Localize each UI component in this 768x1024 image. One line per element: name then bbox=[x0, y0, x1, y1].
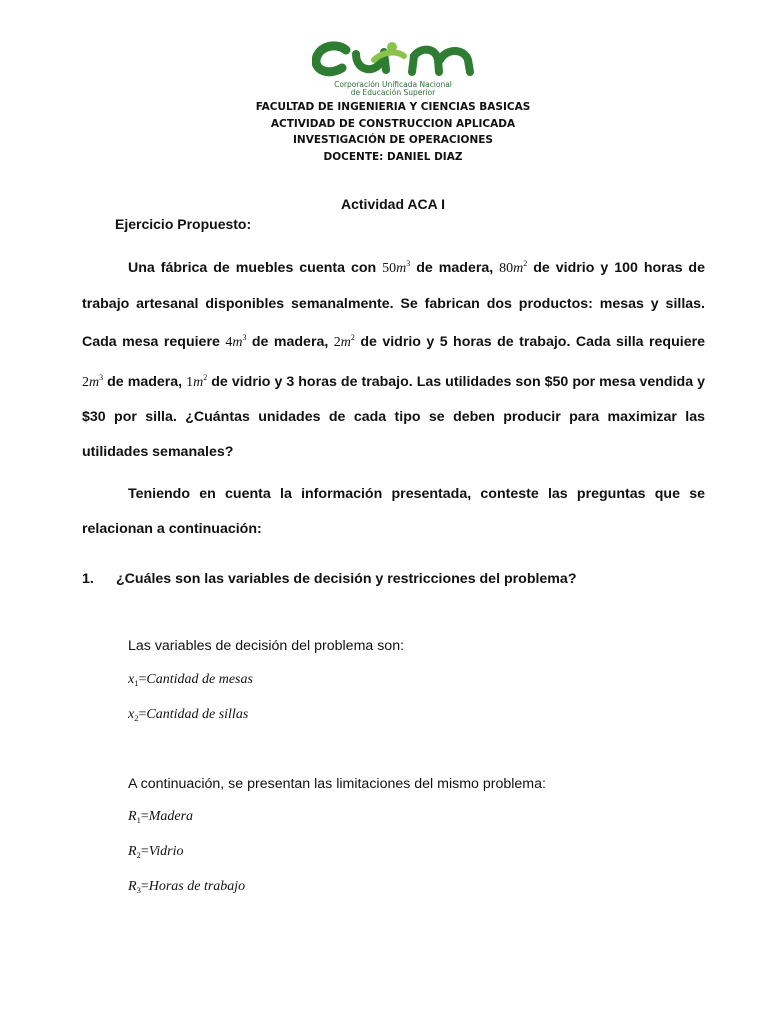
restrictions-intro: A continuación, se presentan las limitaciones del mismo problema: bbox=[128, 776, 546, 792]
eq-description: Cantidad de mesas bbox=[146, 672, 253, 687]
eq-symbol: R bbox=[128, 879, 137, 894]
teacher-line: DOCENTE: DANIEL DIAZ bbox=[323, 150, 463, 163]
problem-text-3: de vidrio y 100 horas de trabajo artesanal disponibles semanalmente. Se fabrican dos productos: mesas y sillas. Cada mesa requiere bbox=[82, 260, 705, 350]
activity-line: ACTIVIDAD DE CONSTRUCCION APLICADA bbox=[270, 117, 516, 130]
eq-operator: = bbox=[140, 879, 149, 894]
eq-operator: = bbox=[138, 707, 147, 722]
faculty-line: FACULTAD DE INGENIERIA Y CIENCIAS BASICAS bbox=[255, 101, 531, 113]
variable-x1 bbox=[128, 672, 253, 688]
math-unit-2 bbox=[513, 261, 527, 276]
unit-symbol: m bbox=[193, 374, 204, 390]
math-qty-5: 2 bbox=[82, 374, 89, 390]
logo-caption bbox=[312, 81, 474, 97]
math-unit-6 bbox=[193, 372, 208, 390]
eq-symbol: x bbox=[128, 672, 135, 687]
eq-operator: = bbox=[140, 809, 149, 824]
eq-subscript: 1 bbox=[134, 678, 139, 688]
problem-text-7: de vidrio y 3 horas de trabajo. Las utilidades son $50 por mesa vendida y $30 por silla. ¿Cuántas unidades de cada tipo se deben producir para maximizar las utilidades semanales? bbox=[82, 373, 705, 460]
unit-symbol: m bbox=[89, 374, 100, 390]
eq-subscript: 3 bbox=[136, 885, 141, 895]
question-number: 1. bbox=[82, 571, 94, 587]
problem-text-2: de madera, bbox=[410, 260, 500, 276]
unit-exponent: 3 bbox=[99, 372, 104, 382]
instructions-text: Teniendo en cuenta la información presentada, conteste las preguntas que se relacionan a continuación: bbox=[82, 486, 705, 537]
math-qty-1: 50 bbox=[382, 261, 397, 276]
logo-line-1: Corporación Unificada Nacional bbox=[334, 80, 452, 89]
unit-exponent: 3 bbox=[406, 259, 411, 268]
problem-text-5: de vidrio y 5 horas de trabajo. Cada silla requiere bbox=[354, 334, 705, 350]
eq-description: Vidrio bbox=[148, 844, 184, 859]
math-unit-4 bbox=[341, 335, 355, 350]
restriction-r3 bbox=[128, 879, 245, 895]
eq-description: Madera bbox=[148, 809, 194, 824]
eq-symbol: x bbox=[128, 707, 135, 722]
eq-symbol: R bbox=[128, 844, 137, 859]
restriction-r1 bbox=[128, 809, 193, 825]
math-qty-2: 80 bbox=[499, 261, 514, 276]
question-text: ¿Cuáles son las variables de decisión y restricciones del problema? bbox=[116, 571, 577, 587]
unit-symbol: m bbox=[340, 335, 351, 350]
document-header bbox=[0, 99, 768, 165]
unit-exponent: 2 bbox=[203, 372, 208, 382]
math-qty-3: 4 bbox=[225, 335, 233, 350]
eq-operator: = bbox=[140, 844, 149, 859]
unit-exponent: 3 bbox=[242, 333, 247, 342]
eq-symbol: R bbox=[128, 809, 137, 824]
eq-description: Horas de trabajo bbox=[148, 879, 246, 894]
math-unit-5 bbox=[89, 372, 104, 390]
unit-exponent: 2 bbox=[523, 259, 528, 268]
eq-subscript: 2 bbox=[134, 713, 139, 723]
problem-text-1: Una fábrica de muebles cuenta con bbox=[128, 260, 383, 276]
logo-line-2: de Educación Superior bbox=[350, 88, 436, 97]
unit-symbol: m bbox=[232, 335, 243, 350]
unit-exponent: 2 bbox=[350, 333, 355, 342]
eq-subscript: 2 bbox=[136, 850, 141, 860]
section-subtitle: Ejercicio Propuesto: bbox=[115, 216, 252, 232]
eq-subscript: 1 bbox=[136, 815, 141, 825]
math-qty-6: 1 bbox=[186, 374, 194, 390]
math-unit-1 bbox=[396, 261, 410, 276]
variables-intro: Las variables de decisión del problema son: bbox=[128, 638, 405, 654]
math-qty-4: 2 bbox=[333, 335, 341, 350]
problem-text-4: de madera, bbox=[246, 334, 334, 350]
question-1 bbox=[82, 571, 576, 587]
problem-text-6: de madera, bbox=[103, 373, 187, 390]
unit-symbol: m bbox=[513, 261, 524, 276]
eq-operator: = bbox=[138, 672, 147, 687]
course-line: INVESTIGACIÓN DE OPERACIONES bbox=[293, 134, 493, 146]
problem-statement bbox=[82, 247, 705, 469]
unit-symbol: m bbox=[396, 261, 407, 276]
eq-description: Cantidad de sillas bbox=[146, 707, 249, 722]
cun-logo-mark bbox=[312, 38, 474, 82]
page-title: Actividad ACA I bbox=[341, 196, 445, 212]
instructions-paragraph bbox=[82, 477, 705, 546]
restriction-r2 bbox=[128, 844, 183, 860]
math-unit-3 bbox=[232, 335, 246, 350]
variable-x2 bbox=[128, 707, 248, 723]
